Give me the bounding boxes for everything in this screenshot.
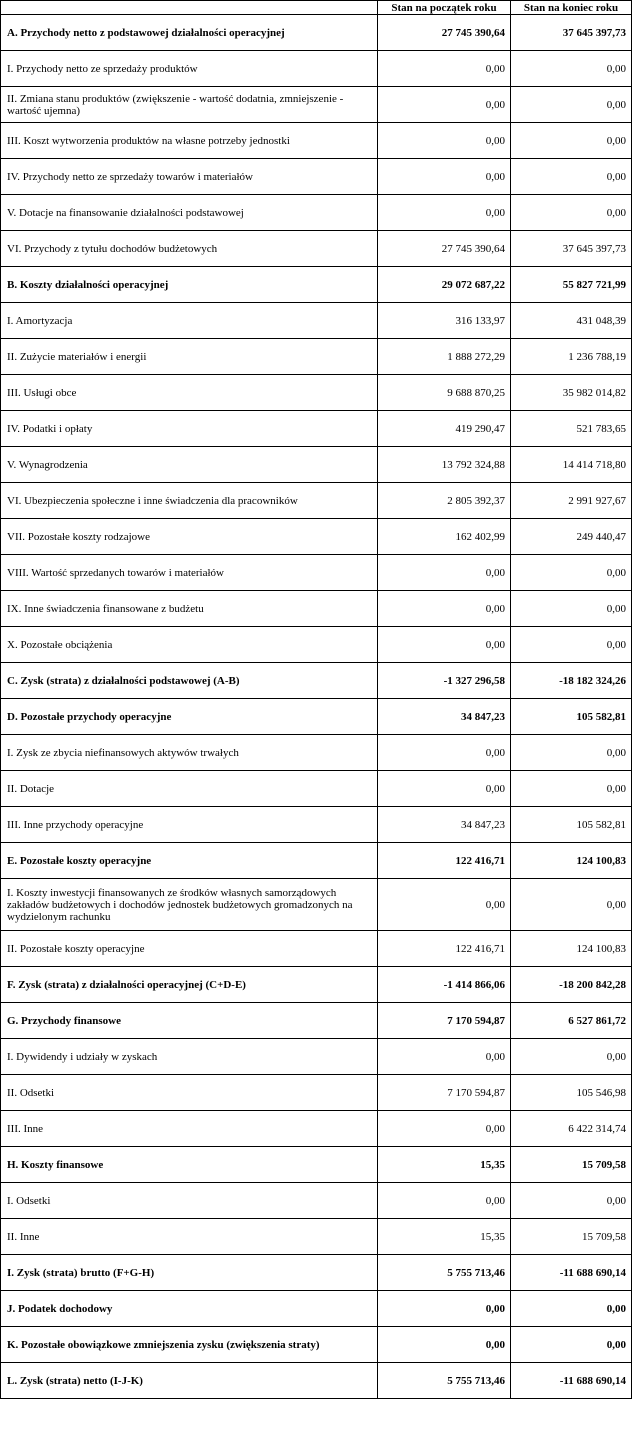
- header-label-column: [1, 1, 378, 15]
- value-start-of-year: 0,00: [378, 1039, 511, 1075]
- value-end-of-year: 521 783,65: [511, 411, 632, 447]
- value-start-of-year: 7 170 594,87: [378, 1075, 511, 1111]
- value-end-of-year: 0,00: [511, 123, 632, 159]
- row-label: G. Przychody finansowe: [1, 1003, 378, 1039]
- row-label: II. Odsetki: [1, 1075, 378, 1111]
- value-start-of-year: 9 688 870,25: [378, 375, 511, 411]
- table-row: [1, 375, 632, 411]
- row-label: V. Wynagrodzenia: [1, 447, 378, 483]
- value-start-of-year: 15,35: [378, 1147, 511, 1183]
- value-end-of-year: 0,00: [511, 591, 632, 627]
- section-row: [1, 699, 632, 735]
- row-label: I. Amortyzacja: [1, 303, 378, 339]
- value-start-of-year: 122 416,71: [378, 931, 511, 967]
- row-label: I. Dywidendy i udziały w zyskach: [1, 1039, 378, 1075]
- row-label: H. Koszty finansowe: [1, 1147, 378, 1183]
- section-row: [1, 663, 632, 699]
- table-row: [1, 807, 632, 843]
- table-row: [1, 591, 632, 627]
- value-start-of-year: 0,00: [378, 51, 511, 87]
- table-row: [1, 303, 632, 339]
- value-end-of-year: 14 414 718,80: [511, 447, 632, 483]
- table-row: [1, 483, 632, 519]
- value-end-of-year: 0,00: [511, 735, 632, 771]
- value-end-of-year: -11 688 690,14: [511, 1363, 632, 1399]
- value-start-of-year: 34 847,23: [378, 807, 511, 843]
- value-start-of-year: -1 327 296,58: [378, 663, 511, 699]
- value-end-of-year: 431 048,39: [511, 303, 632, 339]
- value-end-of-year: 124 100,83: [511, 931, 632, 967]
- value-start-of-year: 122 416,71: [378, 843, 511, 879]
- value-start-of-year: 0,00: [378, 771, 511, 807]
- value-start-of-year: 5 755 713,46: [378, 1363, 511, 1399]
- row-label: A. Przychody netto z podstawowej działalności operacyjnej: [1, 15, 378, 51]
- table-row: [1, 931, 632, 967]
- row-label: D. Pozostałe przychody operacyjne: [1, 699, 378, 735]
- table-header-row: [1, 1, 632, 15]
- section-row: [1, 267, 632, 303]
- value-end-of-year: 105 582,81: [511, 699, 632, 735]
- value-end-of-year: -18 200 842,28: [511, 967, 632, 1003]
- row-label: C. Zysk (strata) z działalności podstawowej (A-B): [1, 663, 378, 699]
- value-start-of-year: 316 133,97: [378, 303, 511, 339]
- row-label: I. Zysk (strata) brutto (F+G-H): [1, 1255, 378, 1291]
- value-start-of-year: 13 792 324,88: [378, 447, 511, 483]
- value-start-of-year: 0,00: [378, 591, 511, 627]
- row-label: VIII. Wartość sprzedanych towarów i materiałów: [1, 555, 378, 591]
- value-end-of-year: 15 709,58: [511, 1219, 632, 1255]
- header-start-of-year: Stan na początek roku: [378, 1, 511, 15]
- value-end-of-year: 0,00: [511, 627, 632, 663]
- value-end-of-year: 37 645 397,73: [511, 15, 632, 51]
- row-label: I. Przychody netto ze sprzedaży produktów: [1, 51, 378, 87]
- value-start-of-year: 15,35: [378, 1219, 511, 1255]
- table-row: [1, 735, 632, 771]
- table-row: [1, 447, 632, 483]
- table-row: [1, 87, 632, 123]
- value-start-of-year: 27 745 390,64: [378, 15, 511, 51]
- table-row: [1, 1219, 632, 1255]
- row-label: VII. Pozostałe koszty rodzajowe: [1, 519, 378, 555]
- section-row: [1, 1291, 632, 1327]
- row-label: III. Inne przychody operacyjne: [1, 807, 378, 843]
- value-end-of-year: 0,00: [511, 87, 632, 123]
- section-row: [1, 967, 632, 1003]
- table-row: [1, 879, 632, 931]
- value-start-of-year: 1 888 272,29: [378, 339, 511, 375]
- value-start-of-year: -1 414 866,06: [378, 967, 511, 1003]
- row-label: III. Usługi obce: [1, 375, 378, 411]
- table-row: [1, 1111, 632, 1147]
- section-row: [1, 1147, 632, 1183]
- row-label: I. Koszty inwestycji finansowanych ze środków własnych samorządowych zakładów budżetowych i dochodów jednostek budżetowych gromadzonych na wydzielonym rachunku: [1, 879, 378, 931]
- table-row: [1, 1183, 632, 1219]
- row-label: IV. Podatki i opłaty: [1, 411, 378, 447]
- row-label: VI. Ubezpieczenia społeczne i inne świadczenia dla pracowników: [1, 483, 378, 519]
- value-end-of-year: 37 645 397,73: [511, 231, 632, 267]
- value-end-of-year: 0,00: [511, 1327, 632, 1363]
- value-end-of-year: 124 100,83: [511, 843, 632, 879]
- row-label: IV. Przychody netto ze sprzedaży towarów i materiałów: [1, 159, 378, 195]
- row-label: VI. Przychody z tytułu dochodów budżetowych: [1, 231, 378, 267]
- table-row: [1, 411, 632, 447]
- table-body: [1, 15, 632, 1399]
- value-end-of-year: 249 440,47: [511, 519, 632, 555]
- value-end-of-year: 105 582,81: [511, 807, 632, 843]
- table-row: [1, 159, 632, 195]
- table-row: [1, 627, 632, 663]
- section-row: [1, 15, 632, 51]
- value-end-of-year: 55 827 721,99: [511, 267, 632, 303]
- value-end-of-year: 105 546,98: [511, 1075, 632, 1111]
- table-row: [1, 1075, 632, 1111]
- table-row: [1, 231, 632, 267]
- value-start-of-year: 29 072 687,22: [378, 267, 511, 303]
- table-row: [1, 519, 632, 555]
- value-end-of-year: 6 527 861,72: [511, 1003, 632, 1039]
- row-label: IX. Inne świadczenia finansowane z budżetu: [1, 591, 378, 627]
- value-start-of-year: 27 745 390,64: [378, 231, 511, 267]
- value-start-of-year: 0,00: [378, 1183, 511, 1219]
- value-start-of-year: 0,00: [378, 123, 511, 159]
- value-start-of-year: 0,00: [378, 735, 511, 771]
- table-row: [1, 123, 632, 159]
- value-start-of-year: 0,00: [378, 159, 511, 195]
- value-start-of-year: 7 170 594,87: [378, 1003, 511, 1039]
- table-row: [1, 339, 632, 375]
- row-label: III. Inne: [1, 1111, 378, 1147]
- table-row: [1, 1039, 632, 1075]
- value-start-of-year: 2 805 392,37: [378, 483, 511, 519]
- value-start-of-year: 0,00: [378, 1111, 511, 1147]
- value-end-of-year: 0,00: [511, 879, 632, 931]
- section-row: [1, 1327, 632, 1363]
- row-label: III. Koszt wytworzenia produktów na własne potrzeby jednostki: [1, 123, 378, 159]
- value-start-of-year: 34 847,23: [378, 699, 511, 735]
- value-start-of-year: 5 755 713,46: [378, 1255, 511, 1291]
- value-end-of-year: 0,00: [511, 195, 632, 231]
- value-start-of-year: 0,00: [378, 1291, 511, 1327]
- row-label: X. Pozostałe obciążenia: [1, 627, 378, 663]
- row-label: F. Zysk (strata) z działalności operacyjnej (C+D-E): [1, 967, 378, 1003]
- row-label: I. Zysk ze zbycia niefinansowych aktywów trwałych: [1, 735, 378, 771]
- value-end-of-year: 0,00: [511, 159, 632, 195]
- value-start-of-year: 419 290,47: [378, 411, 511, 447]
- row-label: L. Zysk (strata) netto (I-J-K): [1, 1363, 378, 1399]
- value-start-of-year: 0,00: [378, 195, 511, 231]
- value-end-of-year: 1 236 788,19: [511, 339, 632, 375]
- value-end-of-year: 35 982 014,82: [511, 375, 632, 411]
- row-label: II. Inne: [1, 1219, 378, 1255]
- value-start-of-year: 0,00: [378, 627, 511, 663]
- table-row: [1, 195, 632, 231]
- value-end-of-year: 6 422 314,74: [511, 1111, 632, 1147]
- section-row: [1, 843, 632, 879]
- value-end-of-year: 0,00: [511, 1291, 632, 1327]
- value-end-of-year: 0,00: [511, 555, 632, 591]
- value-end-of-year: 0,00: [511, 1039, 632, 1075]
- row-label: B. Koszty działalności operacyjnej: [1, 267, 378, 303]
- section-row: [1, 1003, 632, 1039]
- row-label: II. Zmiana stanu produktów (zwiększenie - wartość dodatnia, zmniejszenie - wartość ujemna): [1, 87, 378, 123]
- value-end-of-year: 15 709,58: [511, 1147, 632, 1183]
- value-end-of-year: 0,00: [511, 1183, 632, 1219]
- row-label: II. Dotacje: [1, 771, 378, 807]
- section-row: [1, 1255, 632, 1291]
- section-row: [1, 1363, 632, 1399]
- row-label: J. Podatek dochodowy: [1, 1291, 378, 1327]
- table-row: [1, 771, 632, 807]
- value-end-of-year: -18 182 324,26: [511, 663, 632, 699]
- row-label: K. Pozostałe obowiązkowe zmniejszenia zysku (zwiększenia straty): [1, 1327, 378, 1363]
- row-label: E. Pozostałe koszty operacyjne: [1, 843, 378, 879]
- value-start-of-year: 0,00: [378, 555, 511, 591]
- value-end-of-year: 2 991 927,67: [511, 483, 632, 519]
- value-end-of-year: 0,00: [511, 51, 632, 87]
- value-start-of-year: 0,00: [378, 879, 511, 931]
- value-end-of-year: 0,00: [511, 771, 632, 807]
- header-end-of-year: Stan na koniec roku: [511, 1, 632, 15]
- value-end-of-year: -11 688 690,14: [511, 1255, 632, 1291]
- value-start-of-year: 162 402,99: [378, 519, 511, 555]
- row-label: I. Odsetki: [1, 1183, 378, 1219]
- value-start-of-year: 0,00: [378, 1327, 511, 1363]
- table-row: [1, 51, 632, 87]
- value-start-of-year: 0,00: [378, 87, 511, 123]
- table-row: [1, 555, 632, 591]
- row-label: II. Zużycie materiałów i energii: [1, 339, 378, 375]
- row-label: V. Dotacje na finansowanie działalności podstawowej: [1, 195, 378, 231]
- row-label: II. Pozostałe koszty operacyjne: [1, 931, 378, 967]
